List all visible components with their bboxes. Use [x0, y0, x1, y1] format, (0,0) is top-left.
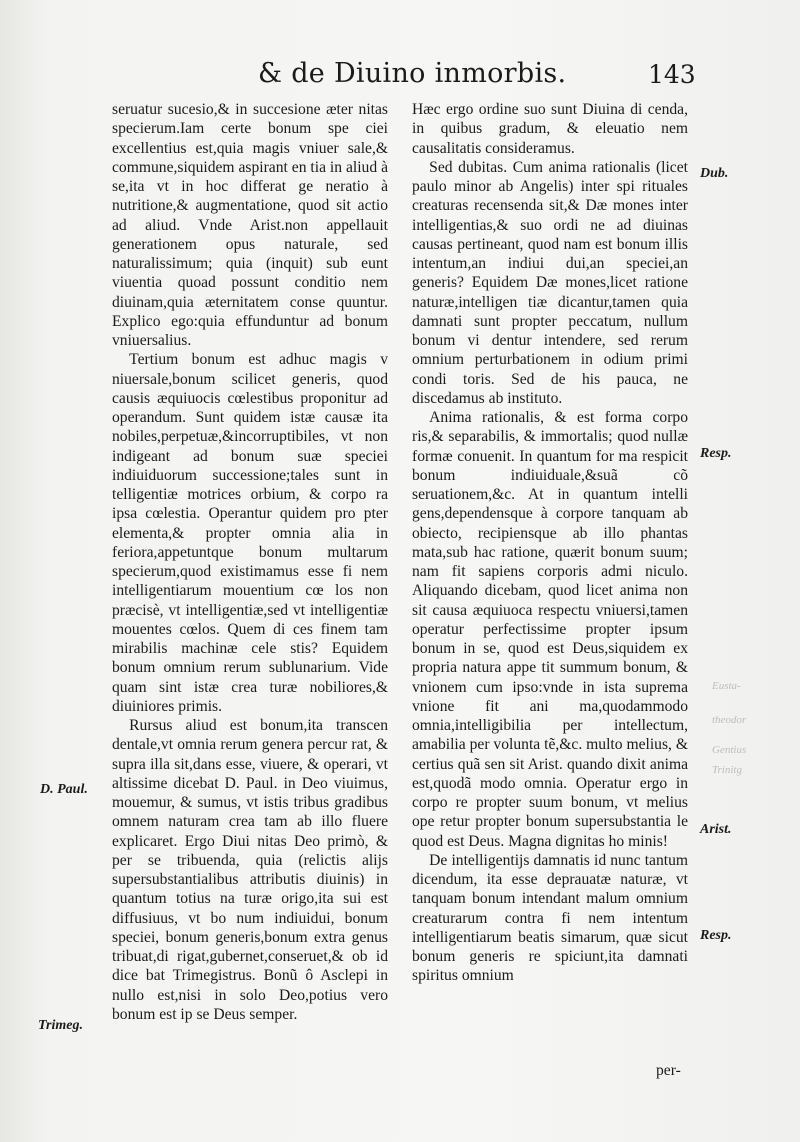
paragraph: Anima rationalis, & est forma corpo ris,& separabilis, & immortalis; quod nullæ formæ conuenit. In quantum for ma respicit bonum indiuiduale,&suã cõ seruationem,&c. At in quantum intelli gens,dependensque à corpore tanquam ab obiecto, recipiensque ab illo phantas mata,sub hac ratione, quærit bonum suum; nam fit sapiens corporis admi niculo. Aliquando dicebam, quod licet anima non sit causa æquiuoca respectu vniuersi,tamen operatur perfectissime propter ipsum bonum in se, quod est Deus,siquidem ex propria natura appe tit summum bonum, & vnionem cum ipso:vnde in ista suprema vnione fit ani ma,quodammodo omnia,intelligibilia per intellectum, amabilia per volunta tẽ,&c. multo melius, & certius quã sen sit Arist. quando dixit anima est,quodã modo omnia. Operatur ergo in corpo re propter suum bonum, vt melius ope retur propter bonum supersubstantia le quod est Deus. Magna dignitas ho minis! [412, 409, 688, 850]
paragraph: seruatur sucesio,& in succesione æter nitas specierum.Iam certe bonum spe ciei excellentius est,quia magis vniuer sale,& commune,siquidem aspirant en tia in aliud à se,ita vt in hoc differat ge neratio à nutritione,& augmentatione, quod sit actio ad aliud. Vnde Arist.non appellauit generationem opus naturale, sed naturalissimum; quia (inquit) sub eunt viuentia quoad possunt conditio nem diuinam,quia æternitatem conse quuntur. Explico ego:quia effunduntur ad bonum vniuersalius. [112, 101, 388, 349]
bleed-through-text: Eusta- [712, 680, 741, 692]
right-column [412, 100, 688, 986]
left-column [112, 100, 388, 1024]
paragraph: De intelligentijs damnatis id nunc tantum dicendum, ita esse deprauatæ naturæ, vt tanquam bonum intendant malum omnium creaturarum contra fi nem intentum intelligentiarum beatis simarum, quæ sicut bonum generis re spiciunt,ita damnati spiritus omnium [412, 851, 688, 985]
margin-note-d-paul: D. Paul. [40, 782, 88, 797]
margin-note-resp: Resp. [700, 928, 732, 943]
paragraph: Rursus aliud est bonum,ita transcen dentale,vt omnia rerum genera percur rat, & supra illa sit,dans esse, viuere, & operari, vt altissime dicebat D. Paul. in Deo viuimus, mouemur, & sumus, vt istis tribus gradibus omnem naturam crea tam ab illo fluere explicaret. Ergo Diui nitas Deo primò, & per se tribuenda, quia (relictis alijs supersubstantialibus attributis diuinis) in quantum totius na turæ origo,ita sui est diffusiuus, vt bo num indiuidui, bonum speciei, bonum generis,bonum extra genus tribuat,di rigat,gubernet,conseruet,& ob id dice bat Trimegistrus. Bonũ ô Asclepi in nullo est,nisi in solo Deo,potius vero bonum est ip se Deus semper. [112, 717, 388, 1023]
margin-note-dub: Dub. [700, 166, 729, 181]
paragraph: Hæc ergo ordine suo sunt Diuina di cenda, in quibus gradum, & eleuatio nem causalitatis consideramus. [412, 101, 688, 157]
bleed-through-text: theodor [712, 714, 747, 726]
paragraph: Sed dubitas. Cum anima rationalis (licet paulo minor ab Angelis) inter spi rituales creaturas recensenda sit,& Dæ mones inter intelligentias,& suo ordi ne ad diuinas causas pertineant, quod nam est bonum illis intentum,an indiui dui,an speciei,an generis? Equidem Dæ mones,licet ratione naturæ,intelligen tiæ dicantur,tamen quia damnati sunt propter peccatum, nullum bonum vi dentur intendere, sed rerum omnium perturbationem in odium primi condi toris. Sed de his pauca, ne discedamus ab instituto. [412, 158, 688, 407]
margin-note-trimeg: Trimeg. [38, 1018, 83, 1033]
bleed-through-text: Trinitg [712, 764, 742, 776]
margin-note-arist: Arist. [700, 822, 732, 837]
running-title: & de Diuino inmorbis. [258, 58, 567, 89]
paragraph: Tertium bonum est adhuc magis v niuersale,bonum scilicet generis, quod causis æquiuocis cœlestibus proponitur ad operandum. Sunt quidem istæ causæ ita nobiles,perpetuæ,&incorruptibiles, vt non indigeant ad bonum suæ speciei indiuiduorum successione;tales sunt in telligentiæ motrices orbium, & corpo ra ipsa cœlestia. Operantur quidem pro pter elementa,& propter omnia alia in feriora,appetuntque bonum multarum specierum,quod existimamus esse fi nem intelligentiarum mouentium cœ los non præcisè, vt intelligentiæ,sed vt intelligentiæ mouentes cœlos. Quem di ces finem tam mirabilis machinæ cele stis? Equidem bonum omnium rerum sublunarium. Vide quam sint istæ crea turæ nobiliores,& diuiniores primis. [112, 351, 388, 715]
catchword: per- [656, 1062, 681, 1079]
margin-note-resp: Resp. [700, 446, 732, 461]
page-number: 143 [648, 60, 696, 89]
bleed-through-text: Gentius [712, 744, 747, 756]
